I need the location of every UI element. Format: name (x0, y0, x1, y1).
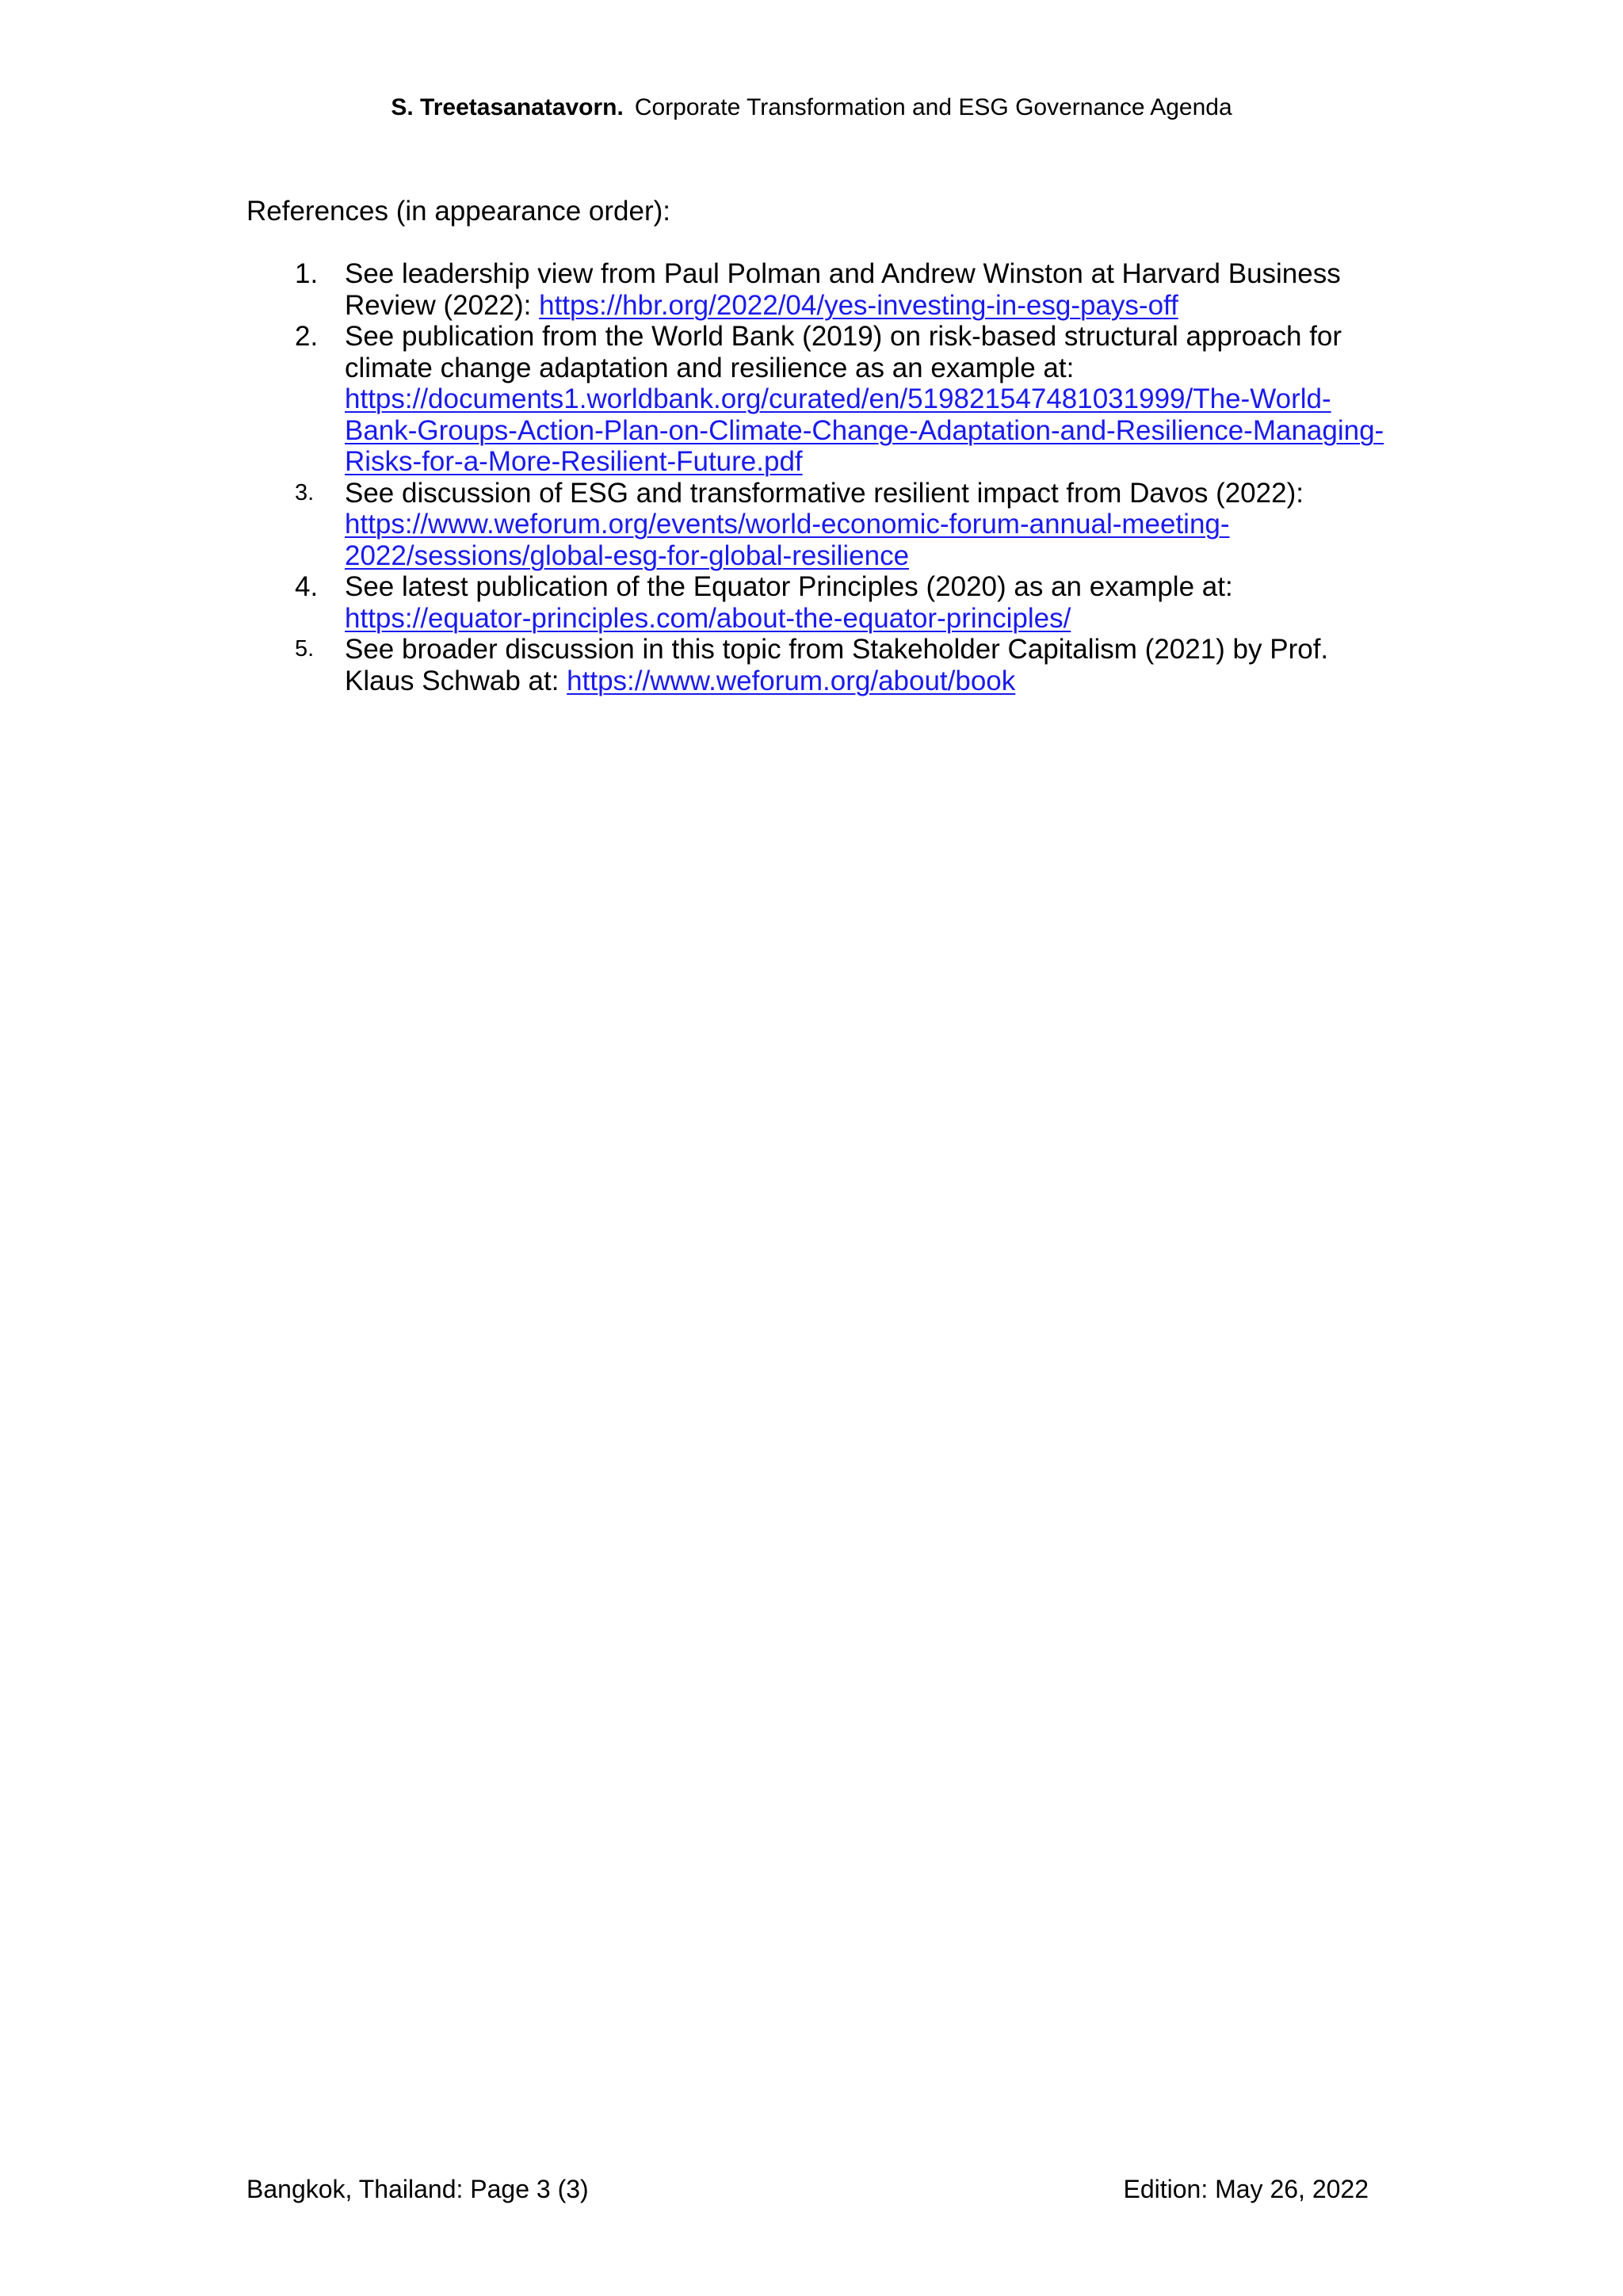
reference-line (345, 666, 1372, 697)
reference-number: 2. (295, 321, 319, 352)
header-author: S. Treetasanatavorn. (391, 94, 624, 120)
reference-item (246, 258, 1372, 321)
reference-number: 5. (295, 636, 315, 662)
reference-line (345, 478, 1372, 509)
reference-link[interactable]: https://www.weforum.org/about/book (567, 665, 1016, 696)
reference-text: Review (2022): (345, 289, 540, 321)
reference-link[interactable]: https://equator-principles.com/about-the-equator-principles/ (345, 602, 1071, 634)
reference-line (345, 571, 1372, 603)
reference-text: See discussion of ESG and transformative resilient impact from Davos (2022): (345, 477, 1304, 509)
reference-text: See publication from the World Bank (2019) on risk-based structural approach for (345, 321, 1342, 352)
header-title: Corporate Transformation and ESG Governance Agenda (634, 94, 1232, 120)
reference-line (345, 540, 1372, 572)
reference-line (345, 446, 1372, 478)
references-list (246, 258, 1384, 696)
reference-link[interactable]: https://documents1.worldbank.org/curated/en/519821547481031999/The-World- (345, 383, 1331, 414)
reference-link[interactable]: 2022/sessions/global-esg-for-global-resilience (345, 540, 910, 571)
reference-number: 3. (295, 479, 315, 505)
reference-link[interactable]: https://www.weforum.org/events/world-economic-forum-annual-meeting- (345, 509, 1230, 540)
reference-text: climate change adaptation and resilience as an example at: (345, 352, 1075, 383)
reference-number: 4. (295, 571, 319, 602)
reference-line (345, 634, 1372, 666)
page-header (0, 93, 1623, 122)
reference-text: See leadership view from Paul Polman and Andrew Winston at Harvard Business (345, 258, 1341, 289)
reference-item (246, 634, 1372, 696)
reference-line (345, 321, 1372, 353)
reference-line (345, 414, 1384, 447)
reference-line (345, 383, 1372, 415)
reference-link[interactable]: https://hbr.org/2022/04/yes-investing-in-esg-pays-off (539, 289, 1178, 321)
reference-item (246, 478, 1372, 572)
reference-text: Klaus Schwab at: (345, 665, 567, 696)
reference-number: 1. (295, 258, 319, 289)
reference-line (345, 258, 1372, 290)
reference-link[interactable]: Risks-for-a-More-Resilient-Future.pdf (345, 446, 803, 477)
reference-link[interactable]: Bank-Groups-Action-Plan-on-Climate-Change-Adaptation-and-Resilience-Managing- (345, 414, 1384, 446)
reference-line (345, 290, 1372, 322)
reference-line (345, 353, 1372, 384)
reference-item (246, 321, 1384, 478)
footer-page-info: Bangkok, Thailand: Page 3 (3) (246, 2175, 589, 2203)
reference-line (345, 603, 1372, 635)
references-heading: References (in appearance order): (246, 196, 671, 227)
reference-text: See latest publication of the Equator Principles (2020) as an example at: (345, 571, 1233, 602)
reference-item (246, 571, 1372, 634)
reference-text: See broader discussion in this topic from Stakeholder Capitalism (2021) by Prof. (345, 634, 1329, 665)
reference-line (345, 509, 1372, 540)
footer-edition: Edition: May 26, 2022 (1123, 2175, 1369, 2203)
